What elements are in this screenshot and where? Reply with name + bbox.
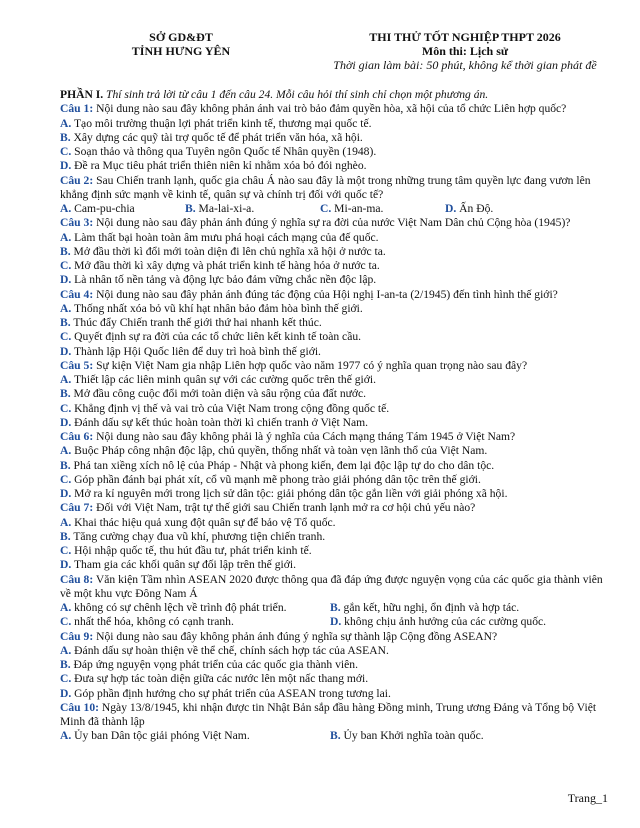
answer-option	[60, 131, 612, 145]
answer-option	[330, 601, 519, 615]
option-letter: B.	[60, 244, 71, 258]
option-letter: B.	[185, 202, 196, 215]
option-text: Thống nhất xóa bỏ vũ khí hạt nhân bảo đảm hòa bình thế giới.	[71, 301, 363, 315]
option-text: Ấn Độ.	[456, 202, 494, 215]
question-block	[60, 501, 612, 572]
question-number: Câu 10:	[60, 700, 99, 714]
option-letter: D.	[60, 344, 72, 358]
option-letter: C.	[60, 472, 72, 486]
part-label: PHẦN I.	[60, 88, 104, 101]
exam-duration: Thời gian làm bài: 50 phút, không kể thời gian phát đề	[333, 58, 597, 72]
option-text: không có sự chênh lệch về trình độ phát triển.	[71, 601, 287, 614]
option-text: Ma-lai-xi-a.	[195, 202, 255, 215]
option-text: Phá tan xiềng xích nô lệ của Pháp - Nhật và phong kiến, đem lại độc lập tự do cho dân tộc.	[70, 458, 495, 472]
option-letter: D.	[60, 159, 72, 173]
option-text: Mở đầu công cuộc đổi mới toàn diện và sâu rộng của đất nước.	[70, 387, 367, 401]
question-number: Câu 3:	[60, 216, 94, 230]
option-letter: A.	[60, 444, 72, 458]
answer-option	[60, 416, 612, 430]
answer-option	[60, 373, 612, 387]
answer-option	[60, 487, 612, 501]
exam-body	[60, 88, 612, 744]
option-text: Thành lập Hội Quốc liên để duy trì hoà bình thế giới.	[71, 344, 321, 358]
question-number: Câu 2:	[60, 173, 94, 187]
option-letter: D.	[60, 558, 72, 572]
option-text: Góp phần đánh bại phát xít, cổ vũ mạnh mẽ phong trào giải phóng dân tộc trên thế giới.	[71, 472, 481, 486]
option-letter: D.	[60, 487, 72, 500]
question-text: Nội dung nào sau đây không phản ánh đúng ý nghĩa sự thành lập Cộng đồng ASEAN?	[93, 629, 498, 643]
question-text: Nội dung nào sau đây không phải là ý nghĩa của Cách mạng tháng Tám 1945 ở Việt Nam?	[93, 430, 516, 443]
option-text: Xây dựng các quỹ tài trợ quốc tế để phát triển văn hóa, xã hội.	[70, 130, 363, 144]
option-letter: B.	[330, 729, 341, 743]
question-block	[60, 430, 612, 501]
answer-option	[60, 729, 330, 743]
answer-option	[445, 202, 545, 216]
option-text: Tăng cường chạy đua vũ khí, phương tiện chiến tranh.	[70, 529, 326, 543]
option-text: Buộc Pháp công nhận độc lập, chủ quyền, thống nhất và toàn vẹn lãnh thổ của Việt Nam.	[71, 444, 488, 458]
page-number: Trang_1	[567, 791, 608, 805]
answer-option	[60, 615, 330, 629]
option-letter: C.	[60, 259, 72, 272]
option-letter: D.	[60, 415, 72, 429]
answer-option	[60, 302, 612, 316]
question-block	[60, 701, 612, 744]
option-letter: B.	[330, 601, 341, 614]
question-stem	[60, 430, 612, 444]
option-text: Đề ra Mục tiêu phát triển thiên niên kỉ nhằm xóa bỏ đói nghèo.	[71, 159, 367, 173]
option-text: Đánh dấu sự kết thúc hoàn toàn thời kì chiến tranh ở Việt Nam.	[71, 415, 369, 429]
option-text: Tạo môi trường thuận lợi phát triển kinh tế, thương mại quốc tế.	[71, 116, 372, 130]
option-letter: A.	[60, 230, 72, 244]
option-letter: C.	[320, 202, 332, 215]
question-number: Câu 7:	[60, 501, 94, 515]
option-letter: B.	[60, 316, 71, 329]
question-text: Nội dung nào sau đây không phản ánh vai trò bảo đảm quyền hòa, xã hội của tổ chức Liên hợp quốc?	[93, 102, 567, 116]
question-block	[60, 102, 612, 173]
option-letter: C.	[60, 544, 72, 557]
option-text: Là nhân tố nền tảng và động lực bảo đảm vững chắc nền độc lập.	[71, 273, 377, 287]
option-text: Khai thác hiệu quả xung đột quân sự để bảo vệ Tổ quốc.	[71, 515, 336, 529]
option-letter: D.	[60, 686, 72, 700]
question-text: Sự kiện Việt Nam gia nhập Liên hợp quốc vào năm 1977 có ý nghĩa quan trọng nào sau đây?	[93, 358, 528, 372]
question-text: Đối với Việt Nam, trật tự thế giới sau Chiến tranh lạnh mở ra cơ hội chủ yếu nào?	[93, 501, 476, 515]
question-block	[60, 174, 612, 217]
option-text: Ủy ban Dân tộc giải phóng Việt Nam.	[71, 729, 250, 743]
question-number: Câu 6:	[60, 430, 94, 443]
option-letter: C.	[60, 672, 72, 686]
header-left	[96, 30, 266, 58]
question-block	[60, 288, 612, 359]
answer-option	[60, 516, 612, 530]
part-instruction	[60, 88, 612, 102]
answer-option	[60, 658, 612, 672]
option-text: Đáp ứng nguyện vọng phát triển của các quốc gia thành viên.	[70, 658, 358, 671]
answer-option	[60, 231, 612, 245]
option-letter: D.	[60, 273, 72, 287]
option-letter: D.	[445, 202, 457, 215]
question-block	[60, 573, 612, 630]
option-text: Góp phần định hướng cho sự phát triển của ASEAN trong tương lai.	[71, 686, 391, 700]
answer-option	[60, 402, 612, 416]
answer-option	[60, 387, 612, 401]
option-text: gắn kết, hữu nghị, ổn định và hợp tác.	[340, 601, 520, 614]
answer-option	[60, 345, 612, 359]
option-text: Mi-an-ma.	[331, 202, 384, 215]
question-block	[60, 359, 612, 430]
answer-option	[60, 672, 612, 686]
question-number: Câu 1:	[60, 102, 94, 116]
option-letter: A.	[60, 373, 72, 386]
answer-option	[60, 473, 612, 487]
question-stem	[60, 501, 612, 515]
option-letter: A.	[60, 116, 72, 130]
option-letter: B.	[60, 130, 71, 144]
question-block	[60, 216, 612, 287]
answer-option-row	[60, 202, 612, 216]
option-text: Đánh dấu sự hoàn thiện về thể chế, chính sách hợp tác của ASEAN.	[71, 643, 389, 657]
exam-title: THI THỬ TỐT NGHIỆP THPT 2026	[369, 30, 561, 44]
option-letter: B.	[60, 387, 71, 401]
option-text: Thiết lập các liên minh quân sự với các cường quốc trên thế giới.	[71, 373, 377, 386]
option-letter: A.	[60, 515, 72, 529]
answer-option	[60, 530, 612, 544]
answer-option	[60, 316, 612, 330]
answer-option	[60, 644, 612, 658]
question-text: Nội dung nào sau đây phản ánh đúng tác động của Hội nghị I-an-ta (2/1945) đến tình hình thế giới?	[93, 287, 558, 301]
option-letter: A.	[60, 729, 72, 743]
question-stem	[60, 573, 612, 602]
answer-option	[60, 202, 185, 216]
province-name: TỈNH HƯNG YÊN	[131, 44, 231, 58]
question-number: Câu 4:	[60, 287, 94, 301]
answer-option	[60, 259, 612, 273]
department-name: SỞ GD&ĐT	[149, 30, 213, 44]
option-letter: B.	[60, 458, 71, 472]
answer-option	[320, 202, 445, 216]
question-stem	[60, 288, 612, 302]
question-text: Nội dung nào sau đây phản ánh đúng ý nghĩa sự ra đời của nước Việt Nam Dân chủ Cộng hòa (1945)?	[93, 216, 571, 230]
question-stem	[60, 216, 612, 230]
option-text: Thúc đẩy Chiến tranh thế giới thứ hai nhanh kết thúc.	[70, 316, 322, 329]
answer-option	[60, 273, 612, 287]
answer-option	[60, 145, 612, 159]
option-text: Mở ra kỉ nguyên mới trong lịch sử dân tộc: giải phóng dân tộc gắn liền với giải phóng xã hội.	[71, 487, 508, 500]
option-letter: C.	[60, 330, 72, 344]
question-stem	[60, 174, 612, 203]
option-text: nhất thể hóa, không có cạnh tranh.	[71, 615, 234, 629]
option-letter: A.	[60, 301, 72, 315]
option-letter: A.	[60, 643, 72, 657]
option-text: Khẳng định vị thế và vai trò của Việt Nam trong cộng đồng quốc tế.	[71, 401, 390, 415]
question-stem	[60, 102, 612, 116]
option-text: không chịu ảnh hưởng của các cường quốc.	[341, 615, 547, 629]
option-text: Làm thất bại hoàn toàn âm mưu phá hoại cách mạng của đế quốc.	[71, 230, 379, 244]
answer-option	[60, 558, 612, 572]
option-text: Soạn thảo và thông qua Tuyên ngôn Quốc tế Nhân quyền (1948).	[71, 145, 377, 158]
answer-option	[60, 544, 612, 558]
answer-option	[60, 245, 612, 259]
option-text: Mở đầu thời kì đổi mới toàn diện đi lên chủ nghĩa xã hội ở nước ta.	[70, 244, 386, 258]
option-letter: C.	[60, 401, 72, 415]
option-letter: B.	[60, 658, 71, 671]
option-text: Mở đầu thời kì xây dựng và phát triển kinh tế hàng hóa ở nước ta.	[71, 259, 380, 272]
option-letter: C.	[60, 615, 72, 629]
question-number: Câu 5:	[60, 358, 94, 372]
answer-option	[185, 202, 320, 216]
answer-option	[60, 444, 612, 458]
question-text: Ngày 13/8/1945, khi nhận được tin Nhật Bản sắp đầu hàng Đồng minh, Trung ương Đảng và Tổng bộ Việt Minh đã thành lập	[60, 700, 597, 728]
question-stem	[60, 630, 612, 644]
option-letter: B.	[60, 529, 71, 543]
answer-option	[330, 615, 546, 629]
answer-option	[60, 330, 612, 344]
header-right	[300, 30, 630, 72]
answer-option	[60, 687, 612, 701]
option-text: Quyết định sự ra đời của các tổ chức liên kết kinh tế toàn cầu.	[71, 330, 362, 344]
option-text: Ủy ban Khởi nghĩa toàn quốc.	[340, 729, 484, 743]
answer-option-row	[60, 615, 612, 629]
option-text: Tham gia các khối quân sự đối lập trên thế giới.	[71, 558, 296, 572]
answer-option	[330, 729, 484, 743]
answer-option	[60, 117, 612, 131]
option-letter: C.	[60, 145, 72, 158]
answer-option-row	[60, 729, 612, 743]
option-text: Cam-pu-chia	[71, 202, 135, 215]
answer-option	[60, 459, 612, 473]
option-text: Đưa sự hợp tác toàn diện giữa các nước lên một nấc thang mới.	[71, 672, 369, 686]
answer-option-row	[60, 601, 612, 615]
question-text: Văn kiện Tầm nhìn ASEAN 2020 được thông qua đã đáp ứng được nguyện vọng của các quốc gia thành viên về một khu vực Đông Nam Á	[60, 572, 603, 600]
part-instruction-text: Thí sinh trả lời từ câu 1 đến câu 24. Mỗi câu hỏi thí sinh chỉ chọn một phương án.	[103, 88, 489, 101]
option-letter: D.	[330, 615, 342, 629]
question-text: Sau Chiến tranh lạnh, quốc gia châu Á nào sau đây là một trong những trung tâm quyền lực đang vươn lên khẳng định sức mạnh về kinh tế, quân sự và chính trị đối với quốc tế?	[60, 173, 591, 201]
option-letter: A.	[60, 601, 72, 614]
question-block	[60, 630, 612, 701]
answer-option	[60, 159, 612, 173]
question-stem	[60, 359, 612, 373]
question-number: Câu 9:	[60, 629, 94, 643]
exam-subject: Môn thi: Lịch sử	[421, 44, 509, 58]
question-number: Câu 8:	[60, 572, 94, 586]
answer-option	[60, 601, 330, 615]
option-letter: A.	[60, 202, 72, 215]
question-stem	[60, 701, 612, 730]
option-text: Hội nhập quốc tế, thu hút đầu tư, phát triển kinh tế.	[71, 544, 312, 557]
